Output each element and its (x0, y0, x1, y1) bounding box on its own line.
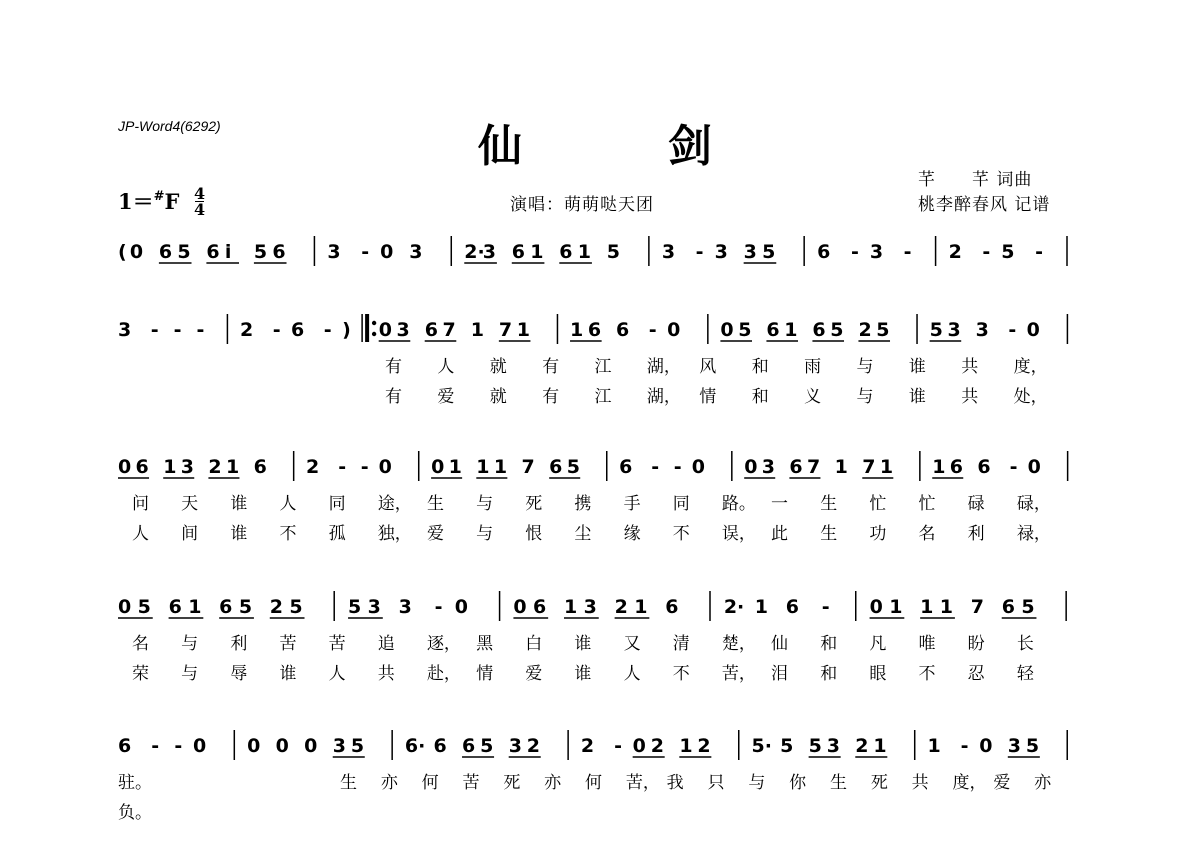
lyric-syllable: 生 (820, 524, 838, 544)
lyric-syllable: 我 (666, 773, 684, 793)
note: 0 (720, 319, 734, 341)
note: 3 (826, 735, 840, 757)
lyric-syllable: 不 (672, 524, 690, 544)
note: 2 (239, 319, 254, 341)
note: 0 (1027, 456, 1041, 478)
lyric-syllable: 不 (279, 524, 297, 544)
note: 7 (806, 456, 821, 478)
lyric-syllable: 情 (476, 664, 494, 684)
note: 6 (291, 319, 305, 341)
note: 2 (269, 596, 284, 618)
lyric-syllable: 名 (918, 524, 936, 544)
note: 1 (493, 456, 508, 478)
note: 3 (1007, 735, 1022, 757)
lyric-syllable: 利 (230, 634, 248, 654)
dash: - (648, 319, 657, 341)
lyric-syllable: 共 (961, 357, 979, 377)
note: 2· (464, 241, 485, 263)
lyric-syllable: 逐， (426, 634, 461, 654)
key-signature: 1＝#F (118, 189, 180, 214)
dash: - (196, 319, 205, 341)
lyric-syllable: 人 (437, 357, 455, 377)
note: 5 (606, 241, 621, 263)
note: 5 (1001, 241, 1015, 263)
lyric-syllable: 一 (771, 494, 789, 514)
note: 6 (785, 596, 799, 618)
lyric-syllable: 误， (721, 524, 756, 544)
note: 0 (513, 596, 527, 618)
note: 2 (580, 735, 595, 757)
note: 1 (577, 241, 591, 263)
note: 6 (977, 456, 991, 478)
lyric-syllable: 死 (503, 773, 521, 793)
dash: - (151, 735, 160, 757)
lyric-syllable: 凡 (869, 634, 887, 654)
software-watermark: JP-Word4(6292) (118, 118, 221, 134)
lyric-syllable: 负。 (118, 803, 152, 823)
lyric-syllable: 苦 (279, 634, 297, 654)
note: 1 (932, 456, 946, 478)
lyric-syllable: 功 (869, 524, 887, 544)
dash: - (1035, 241, 1043, 263)
note: 6 (616, 319, 630, 341)
note: 1 (225, 456, 240, 478)
lyric-syllable: 泪 (771, 664, 789, 684)
dash: - (323, 319, 332, 341)
lyric-syllable: 同 (328, 494, 346, 514)
note: 1 (570, 319, 584, 341)
lyric-syllable: 途， (377, 494, 412, 514)
dash: - (651, 456, 660, 478)
note: 6 (206, 241, 220, 263)
dash: - (1008, 319, 1017, 341)
lyric-syllable: 与 (476, 494, 494, 514)
note: 5 (1025, 735, 1040, 757)
lyric-syllable: 有 (542, 357, 560, 377)
note: 7 (970, 596, 984, 618)
lyric-syllable: 尘 (574, 524, 592, 544)
note: 1 (920, 596, 934, 618)
lyric-syllable: 只 (707, 773, 725, 793)
song-title-part1: 仙 (478, 121, 522, 172)
note: 1 (754, 596, 769, 618)
note: 1 (188, 596, 202, 618)
note: 1 (927, 735, 941, 757)
lyric-syllable: 亦 (544, 773, 562, 793)
lyric-syllable: 与 (181, 664, 199, 684)
note: 1 (564, 596, 578, 618)
note: 0 (118, 456, 132, 478)
note: 0 (632, 735, 646, 757)
lyric-syllable: 利 (967, 524, 985, 544)
note: 2 (697, 735, 711, 757)
dash: - (695, 241, 704, 263)
note: 3 (396, 319, 410, 341)
lyric-syllable: 楚， (721, 634, 756, 654)
note: 6 (619, 456, 633, 478)
note: 7 (442, 319, 456, 341)
note: 1 (476, 456, 490, 478)
lyric-syllable: 苦， (721, 664, 756, 684)
lyric-syllable: 爱 (993, 773, 1011, 793)
dash: - (614, 735, 622, 757)
lyric-syllable: 长 (1016, 634, 1034, 654)
lyric-syllable: 手 (623, 494, 641, 514)
note: 7 (862, 456, 876, 478)
lyric-syllable: 路。 (721, 494, 756, 514)
lyric-syllable: 不 (918, 664, 936, 684)
note: 6 (118, 735, 132, 757)
lyric-syllable: 爱 (437, 387, 455, 407)
lyric-syllable: 就 (489, 387, 507, 407)
lyric-syllable: 人 (132, 524, 149, 544)
note: 1 (679, 735, 693, 757)
note: 0 (869, 596, 883, 618)
lyric-syllable: 孤 (328, 524, 346, 544)
lyric-syllable: 生 (830, 773, 847, 793)
note: 1 (834, 456, 848, 478)
lyric-syllable: 荣 (132, 664, 149, 684)
note: 3 (409, 241, 423, 263)
dash: - (361, 241, 370, 263)
note: 2 (855, 735, 869, 757)
note: 0 (380, 241, 394, 263)
lyric-syllable: 义 (804, 387, 822, 407)
lyric-syllable: 间 (181, 524, 199, 544)
lyric-syllable: 碌 (967, 494, 985, 514)
lyric-syllable: 又 (623, 634, 641, 654)
lyric-syllable: 谁 (908, 357, 926, 377)
note: 5 (808, 735, 822, 757)
lyric-syllable: 共 (911, 773, 929, 793)
note: 5 (137, 596, 151, 618)
performer-credit: 演唱：萌萌哒天团 (510, 195, 654, 215)
note: 6 (559, 241, 573, 263)
lyric-syllable: 江 (594, 357, 612, 377)
lyric-syllable: 谁 (574, 634, 592, 654)
lyric-syllable: 情 (699, 387, 717, 407)
note: i (224, 241, 232, 263)
note: 3 (975, 319, 989, 341)
note: 3 (508, 735, 522, 757)
note: 5 (1021, 596, 1035, 618)
note: 5 (762, 241, 776, 263)
note: 5· (751, 735, 772, 757)
note: 6 (433, 735, 447, 757)
note: 5 (876, 319, 890, 341)
lyric-syllable: 谁 (574, 664, 592, 684)
lyric-syllable: 驻。 (118, 773, 152, 793)
note: 1 (889, 596, 903, 618)
lyric-syllable: 与 (748, 773, 766, 793)
lyric-syllable: 白 (525, 634, 543, 654)
note: 6 (272, 241, 286, 263)
dash: - (982, 241, 991, 263)
lyric-syllable: 湖， (646, 387, 681, 407)
lyric-syllable: 天 (181, 494, 199, 514)
note: 3 (398, 596, 412, 618)
lyric-syllable: 苦， (625, 773, 660, 793)
note: 1 (516, 319, 530, 341)
dash: - (173, 319, 182, 341)
note: 6 (511, 241, 526, 263)
note: 3 (482, 241, 496, 263)
note: 3 (661, 241, 676, 263)
note: 3 (180, 456, 194, 478)
note: 2 (208, 456, 222, 478)
lyric-syllable: 眼 (869, 664, 887, 684)
note: 0 (247, 735, 261, 757)
lyric-syllable: 问 (132, 494, 149, 514)
lyric-syllable: 苦 (462, 773, 480, 793)
note: 5 (566, 456, 580, 478)
lyric-syllable: 辱 (230, 664, 248, 684)
dash: - (338, 456, 347, 478)
lyric-syllable: 度， (952, 773, 987, 793)
note: 5 (738, 319, 752, 341)
lyric-syllable: 碌， (1016, 494, 1051, 514)
lyric-syllable: 爱 (426, 524, 444, 544)
lyric-syllable: 和 (820, 664, 838, 684)
note: 6 (424, 319, 438, 341)
note: 5 (238, 596, 253, 618)
lyric-syllable: 和 (820, 634, 838, 654)
lyric-syllable: 死 (525, 494, 543, 514)
lyricist-composer-credit: 芊 芊 词曲 (918, 170, 1033, 190)
note: 1 (634, 596, 648, 618)
lyric-syllable: 缘 (623, 524, 641, 544)
lyric-syllable: 仙 (771, 634, 789, 654)
lyric-syllable: 轻 (1016, 664, 1034, 684)
note: 6 (665, 596, 679, 618)
lyric-syllable: 忙 (918, 494, 936, 514)
lyric-syllable: 谁 (908, 387, 926, 407)
note: 6 (1001, 596, 1015, 618)
note: 6 (533, 596, 547, 618)
note: 0 (744, 456, 758, 478)
lyric-syllable: 不 (672, 664, 690, 684)
lyric-syllable: 死 (870, 773, 888, 793)
note: 6 (549, 456, 563, 478)
repeat-dot (372, 321, 376, 325)
lyric-syllable: 何 (421, 773, 439, 793)
lyric-syllable: 生 (820, 494, 838, 514)
note: 1 (879, 456, 894, 478)
dash: - (174, 735, 183, 757)
note: 0 (1026, 319, 1040, 341)
note: 3 (869, 241, 884, 263)
note: 6· (404, 735, 426, 757)
note: 6 (158, 241, 173, 263)
note: 1 (873, 735, 887, 757)
note: 3 (743, 241, 757, 263)
lyric-syllable: 人 (279, 494, 297, 514)
dash: - (821, 596, 830, 618)
note: 7 (498, 319, 513, 341)
paren: ) (342, 319, 351, 341)
note: 6 (949, 456, 964, 478)
note: 0 (431, 456, 445, 478)
lyric-syllable: 共 (961, 387, 979, 407)
lyric-syllable: 有 (542, 387, 560, 407)
note: 3 (327, 241, 341, 263)
note: 5 (253, 241, 268, 263)
dash: - (150, 319, 159, 341)
song-title-part2: 剑 (668, 121, 712, 172)
lyric-syllable: 共 (377, 664, 395, 684)
lyric-syllable: 亦 (1034, 773, 1052, 793)
note: 0 (667, 319, 681, 341)
dash: - (1009, 456, 1018, 478)
note: 2· (723, 596, 745, 618)
lyric-syllable: 追 (377, 634, 395, 654)
note: 7 (521, 456, 535, 478)
note: 6 (253, 456, 267, 478)
lyric-syllable: 湖， (646, 357, 681, 377)
note: 0 (129, 241, 144, 263)
lyric-syllable: 谁 (230, 524, 248, 544)
note: 3 (332, 735, 346, 757)
note: 1 (163, 456, 177, 478)
note: 5 (348, 596, 362, 618)
note: 2 (306, 456, 320, 478)
lyric-syllable: 赴， (426, 664, 461, 684)
lyric-syllable: 和 (751, 357, 769, 377)
lyric-syllable: 江 (594, 387, 612, 407)
note: 5 (350, 735, 365, 757)
lyric-syllable: 此 (771, 524, 789, 544)
lyric-syllable: 苦 (328, 634, 346, 654)
lyric-syllable: 人 (623, 664, 641, 684)
note: 5 (780, 735, 794, 757)
note: 6 (168, 596, 182, 618)
note: 0 (192, 735, 207, 757)
lyric-syllable: 和 (751, 387, 769, 407)
note: 2 (526, 735, 541, 757)
note: 0 (454, 596, 469, 618)
note: 6 (789, 456, 803, 478)
lyric-syllable: 度， (1013, 357, 1048, 377)
note: 3 (714, 241, 728, 263)
note: 3 (947, 319, 961, 341)
lyric-syllable: 生 (340, 773, 357, 793)
lyric-syllable: 风 (699, 357, 717, 377)
note: 6 (766, 319, 780, 341)
dash: - (360, 456, 369, 478)
note: 3 (118, 319, 132, 341)
lyric-syllable: 同 (672, 494, 690, 514)
lyric-syllable: 雨 (804, 357, 822, 377)
lyric-syllable: 与 (856, 357, 874, 377)
note: 3 (367, 596, 381, 618)
note: 5 (177, 241, 191, 263)
lyric-syllable: 盼 (967, 634, 985, 654)
lyric-syllable: 何 (585, 773, 602, 793)
note: 0 (378, 456, 392, 478)
lyric-syllable: 就 (489, 357, 507, 377)
note: 5 (480, 735, 494, 757)
note: 6 (817, 241, 831, 263)
note: 0 (691, 456, 706, 478)
lyric-syllable: 忍 (967, 664, 985, 684)
lyric-syllable: 有 (385, 387, 402, 407)
note: 2 (614, 596, 628, 618)
lyric-syllable: 禄， (1016, 524, 1051, 544)
note: 6 (812, 319, 826, 341)
lyric-syllable: 与 (856, 387, 874, 407)
lyric-syllable: 携 (574, 494, 592, 514)
note: 0 (979, 735, 993, 757)
lyric-syllable: 与 (181, 634, 199, 654)
paren: ( (118, 241, 127, 263)
note: 6 (219, 596, 233, 618)
time-signature: 4 4 (194, 184, 206, 219)
lyric-syllable: 爱 (525, 664, 543, 684)
dash: - (434, 596, 443, 618)
note: 6 (135, 456, 149, 478)
note: 1 (470, 319, 484, 341)
note: 1 (448, 456, 462, 478)
note: 1 (530, 241, 544, 263)
dash: - (673, 456, 682, 478)
note: 5 (830, 319, 844, 341)
note: 2 (948, 241, 962, 263)
lyric-syllable: 有 (385, 357, 402, 377)
dash: - (850, 241, 859, 263)
dash: - (272, 319, 281, 341)
note: 6 (462, 735, 476, 757)
lyric-syllable: 处， (1013, 387, 1048, 407)
lyric-syllable: 唯 (918, 634, 936, 654)
note: 2 (858, 319, 872, 341)
lyric-syllable: 与 (476, 524, 494, 544)
lyric-syllable: 人 (328, 664, 346, 684)
note: 6 (587, 319, 602, 341)
lyric-syllable: 忙 (869, 494, 887, 514)
dash: - (903, 241, 912, 263)
note: 0 (275, 735, 289, 757)
lyric-syllable: 独， (377, 524, 412, 544)
repeat-dot (372, 332, 376, 336)
note: 1 (939, 596, 954, 618)
lyric-syllable: 亦 (380, 773, 398, 793)
lyric-syllable: 名 (132, 634, 149, 654)
note: 0 (118, 596, 132, 618)
note: 0 (378, 319, 392, 341)
lyric-syllable: 谁 (279, 664, 297, 684)
note: 3 (761, 456, 775, 478)
note: 3 (583, 596, 597, 618)
note: 5 (929, 319, 943, 341)
lyric-syllable: 谁 (230, 494, 248, 514)
lyric-syllable: 清 (672, 634, 690, 654)
note: 2 (650, 735, 665, 757)
lyric-syllable: 生 (426, 494, 444, 514)
note: 0 (304, 735, 318, 757)
transcriber-credit: 桃李醉春风 记谱 (918, 195, 1051, 215)
note: 1 (784, 319, 798, 341)
lyric-syllable: 恨 (525, 524, 543, 544)
lyric-syllable: 黑 (476, 634, 494, 654)
dash: - (960, 735, 969, 757)
note: 5 (289, 596, 303, 618)
lyric-syllable: 你 (789, 773, 807, 793)
